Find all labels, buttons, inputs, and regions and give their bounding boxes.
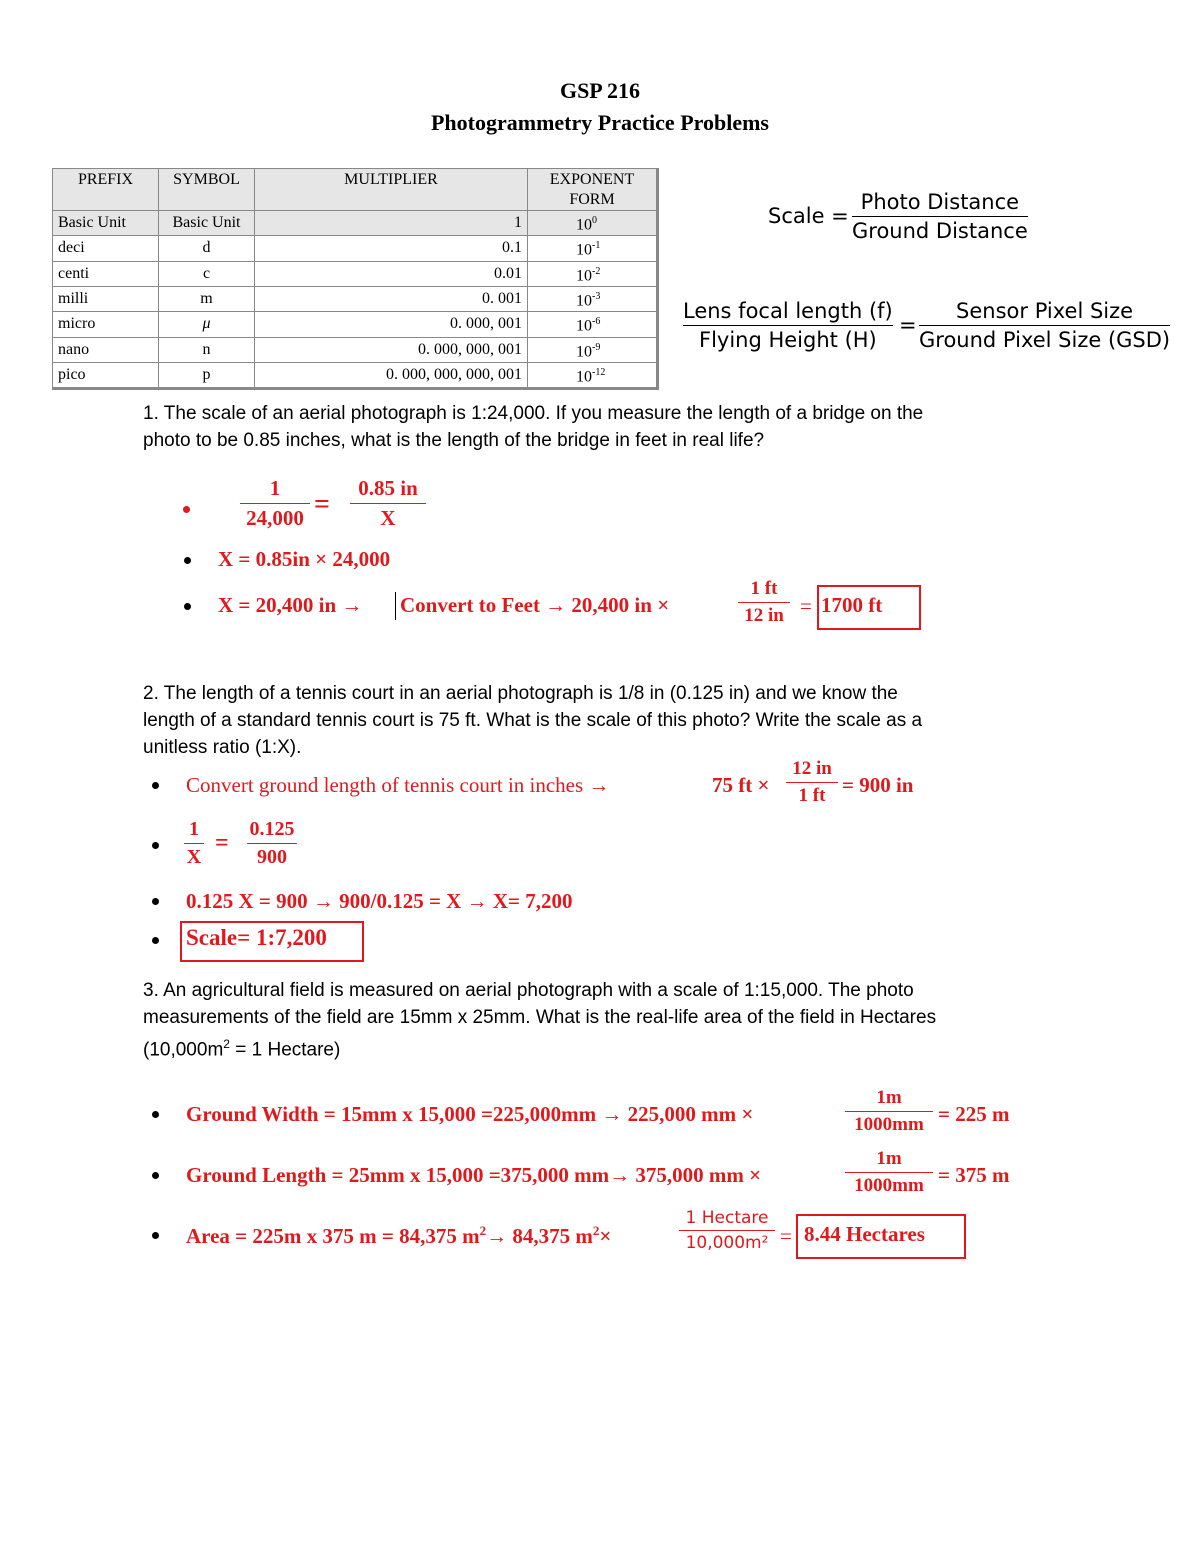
q3-area-sup2: 2 [592, 1223, 600, 1238]
multiplier-cell: 1 [255, 211, 528, 236]
exponent-power: -9 [592, 341, 601, 353]
exponent-base: 10 [576, 241, 592, 259]
q2-f3-den: 900 [257, 846, 287, 868]
prefix-table [52, 168, 659, 390]
q2-line1: 2. The length of a tennis court in an aerial photograph is 1/8 in (0.125 in) and we know the [143, 683, 898, 704]
exponent-cell [528, 211, 658, 236]
fraction-bar [184, 843, 204, 844]
exponent-cell [528, 312, 658, 337]
q2-fraction-3 [247, 818, 297, 869]
bullet-icon [152, 898, 159, 905]
q1-line2: photo to be 0.85 inches, what is the length of the bridge in feet in real life? [143, 430, 765, 451]
q2-line3: unitless ratio (1:X). [143, 737, 302, 758]
q2-equals: = [215, 830, 229, 856]
lens-denominator: Flying Height (H) [698, 328, 877, 352]
q3-length-result: = 375 m [938, 1163, 1010, 1187]
q3-area-fraction [679, 1208, 775, 1253]
q3-length-text: Ground Length = 25mm x 15,000 =375,000 mm→ 375,000 mm × [186, 1163, 762, 1187]
q1-fraction-2 [350, 476, 426, 531]
q1-f2-den: X [380, 506, 396, 530]
q3-a-num: 1 Hectare [685, 1208, 769, 1228]
q3-area-equals: = [780, 1224, 792, 1248]
q3-line3 [143, 1031, 1063, 1063]
fraction-bar [845, 1111, 933, 1112]
q1-f2-num: 0.85 in [358, 476, 418, 500]
q3-l-den: 1000mm [854, 1175, 924, 1196]
exponent-power: 0 [592, 215, 597, 226]
q1-f1-num: 1 [269, 476, 281, 500]
scale-label: Scale = [768, 204, 849, 228]
q2-step3: 0.125 X = 900 → 900/0.125 = X → X= 7,200 [186, 889, 573, 913]
text-cursor [395, 592, 396, 620]
scale-fraction [852, 190, 1028, 243]
sensor-numerator: Sensor Pixel Size [956, 299, 1134, 323]
q2-fraction-2 [184, 818, 204, 869]
q3-area-text [186, 1223, 611, 1249]
multiplier-cell: 0. 001 [255, 286, 528, 311]
prefix-cell: Basic Unit [53, 211, 159, 236]
q3-width-text: Ground Width = 15mm x 15,000 =225,000mm → 225,000 mm × [186, 1102, 754, 1126]
q2-f1-num: 12 in [792, 758, 832, 779]
table-row [53, 236, 658, 261]
col-symbol: SYMBOL [159, 169, 255, 211]
multiplier-cell: 0.01 [255, 261, 528, 286]
prefix-cell: micro [53, 312, 159, 337]
bullet-icon [152, 1172, 159, 1179]
multiplier-cell: 0. 000, 000, 001 [255, 337, 528, 362]
q1-f1-den: 24,000 [246, 506, 304, 530]
symbol-cell: m [159, 286, 255, 311]
table-row [53, 337, 658, 362]
q3-line3-b: = 1 Hectare) [229, 1039, 341, 1061]
q3-w-num: 1m [876, 1087, 902, 1108]
prefix-cell: milli [53, 286, 159, 311]
q1-step2: X = 0.85in × 24,000 [218, 547, 391, 571]
course-code: GSP 216 [559, 78, 641, 103]
q1-step3-equals: = [800, 594, 812, 618]
q2-text [143, 680, 1063, 761]
q2-f1-den: 1 ft [798, 785, 826, 806]
sensor-denominator: Ground Pixel Size (GSD) [919, 328, 1171, 352]
scale-denominator: Ground Distance [852, 219, 1028, 243]
multiplier-cell: 0. 000, 001 [255, 312, 528, 337]
fraction-bar [845, 1172, 933, 1173]
exponent-base: 10 [576, 266, 592, 284]
lens-numerator: Lens focal length (f) [683, 299, 893, 323]
fraction-bar [247, 843, 297, 844]
fraction-bar [738, 602, 790, 603]
q1-text [143, 400, 1063, 454]
fraction-bar [240, 503, 310, 504]
q3-line3-a: (10,000m [143, 1039, 224, 1061]
bullet-icon [152, 1232, 159, 1239]
q1-f3-num: 1 ft [750, 578, 778, 599]
q1-fraction-3 [738, 578, 790, 627]
q2-step1b: 75 ft × [712, 773, 770, 797]
prefix-cell: deci [53, 236, 159, 261]
q1-fraction-1 [240, 476, 310, 531]
table-row [53, 261, 658, 286]
fraction-bar [919, 325, 1170, 326]
prefix-cell: nano [53, 337, 159, 362]
col-exponent: EXPONENT FORM [528, 169, 658, 211]
multiplier-cell: 0.1 [255, 236, 528, 261]
fraction-bar [350, 503, 426, 504]
col-prefix: PREFIX [53, 169, 159, 211]
exponent-cell [528, 337, 658, 362]
exponent-power: -1 [592, 240, 601, 252]
col-multiplier: MULTIPLIER [255, 169, 528, 211]
bullet-icon [183, 506, 190, 513]
exponent-power: -2 [592, 265, 601, 277]
q1-line1: 1. The scale of an aerial photograph is 1:24,000. If you measure the length of a bridge on the [143, 403, 924, 424]
q2-f2-den: X [186, 846, 202, 868]
q3-answer: 8.44 Hectares [804, 1222, 925, 1246]
bullet-icon [152, 937, 159, 944]
exponent-cell [528, 236, 658, 261]
q2-step1c: = 900 in [842, 773, 914, 797]
exponent-power: -3 [592, 290, 601, 302]
q2-f3-num: 0.125 [249, 818, 295, 840]
prefix-cell: pico [53, 362, 159, 388]
lens-fraction [683, 299, 893, 352]
q3-w-den: 1000mm [854, 1114, 924, 1135]
q1-equals: = [314, 489, 330, 520]
q3-l-num: 1m [876, 1148, 902, 1169]
q2-f2-num: 1 [189, 818, 199, 840]
q3-line3-sup: 2 [223, 1037, 230, 1051]
prefix-cell: centi [53, 261, 159, 286]
symbol-cell: n [159, 337, 255, 362]
bullet-icon [184, 557, 191, 564]
table-row [53, 211, 658, 236]
q3-line2: measurements of the field are 15mm x 25mm. What is the real-life area of the field in Hectares [143, 1007, 937, 1028]
exponent-power: -6 [592, 316, 601, 328]
bullet-icon [152, 842, 159, 849]
symbol-cell: d [159, 236, 255, 261]
exponent-base: 10 [576, 292, 592, 310]
q2-step1a: Convert ground length of tennis court in inches → [186, 773, 610, 797]
q3-text [143, 977, 1063, 1063]
formula-equals: = [899, 313, 917, 337]
bullet-icon [152, 1111, 159, 1118]
q3-line1: 3. An agricultural field is measured on aerial photograph with a scale of 1:15,000. The photo [143, 980, 914, 1001]
table-row [53, 286, 658, 311]
q3-area-part1: Area = 225m x 375 m = 84,375 m [186, 1224, 480, 1248]
bullet-icon [184, 603, 191, 610]
exponent-cell [528, 362, 658, 388]
q1-step3b: Convert to Feet → 20,400 in × [400, 593, 670, 617]
fraction-bar [683, 325, 893, 326]
sensor-fraction [919, 299, 1170, 352]
q3-width-result: = 225 m [938, 1102, 1010, 1126]
exponent-cell [528, 261, 658, 286]
exponent-base: 10 [576, 342, 592, 360]
q1-step3a: X = 20,400 in → [218, 593, 363, 617]
exponent-base: 10 [576, 317, 592, 335]
q3-length-fraction [845, 1148, 933, 1197]
multiplier-cell: 0. 000, 000, 000, 001 [255, 362, 528, 388]
q1-f3-den: 12 in [744, 605, 784, 626]
q2-fraction-1 [786, 758, 838, 807]
fraction-bar [786, 782, 838, 783]
exponent-cell [528, 286, 658, 311]
q3-area-part2: → 84,375 m [486, 1224, 593, 1248]
fraction-bar [679, 1230, 775, 1231]
fraction-bar [852, 216, 1028, 217]
document-title: Photogrammetry Practice Problems [430, 110, 769, 135]
exponent-base: 10 [576, 216, 592, 234]
q2-line2: length of a standard tennis court is 75 ft. What is the scale of this photo? Write the scale as a [143, 710, 923, 731]
q3-a-den: 10,000m² [685, 1233, 769, 1253]
scale-numerator: Photo Distance [860, 190, 1020, 214]
exponent-power: -12 [592, 366, 606, 378]
table-row [53, 312, 658, 337]
symbol-cell: c [159, 261, 255, 286]
q1-answer: 1700 ft [821, 593, 883, 617]
table-row [53, 362, 658, 388]
q3-area-times: × [599, 1224, 612, 1248]
bullet-icon [152, 782, 159, 789]
q3-area-sup1: 2 [479, 1223, 487, 1238]
symbol-cell: μ [159, 312, 255, 337]
q3-width-fraction [845, 1087, 933, 1136]
symbol-cell: Basic Unit [159, 211, 255, 236]
q2-answer: Scale= 1:7,200 [186, 925, 327, 950]
symbol-cell: p [159, 362, 255, 388]
exponent-base: 10 [576, 368, 592, 386]
